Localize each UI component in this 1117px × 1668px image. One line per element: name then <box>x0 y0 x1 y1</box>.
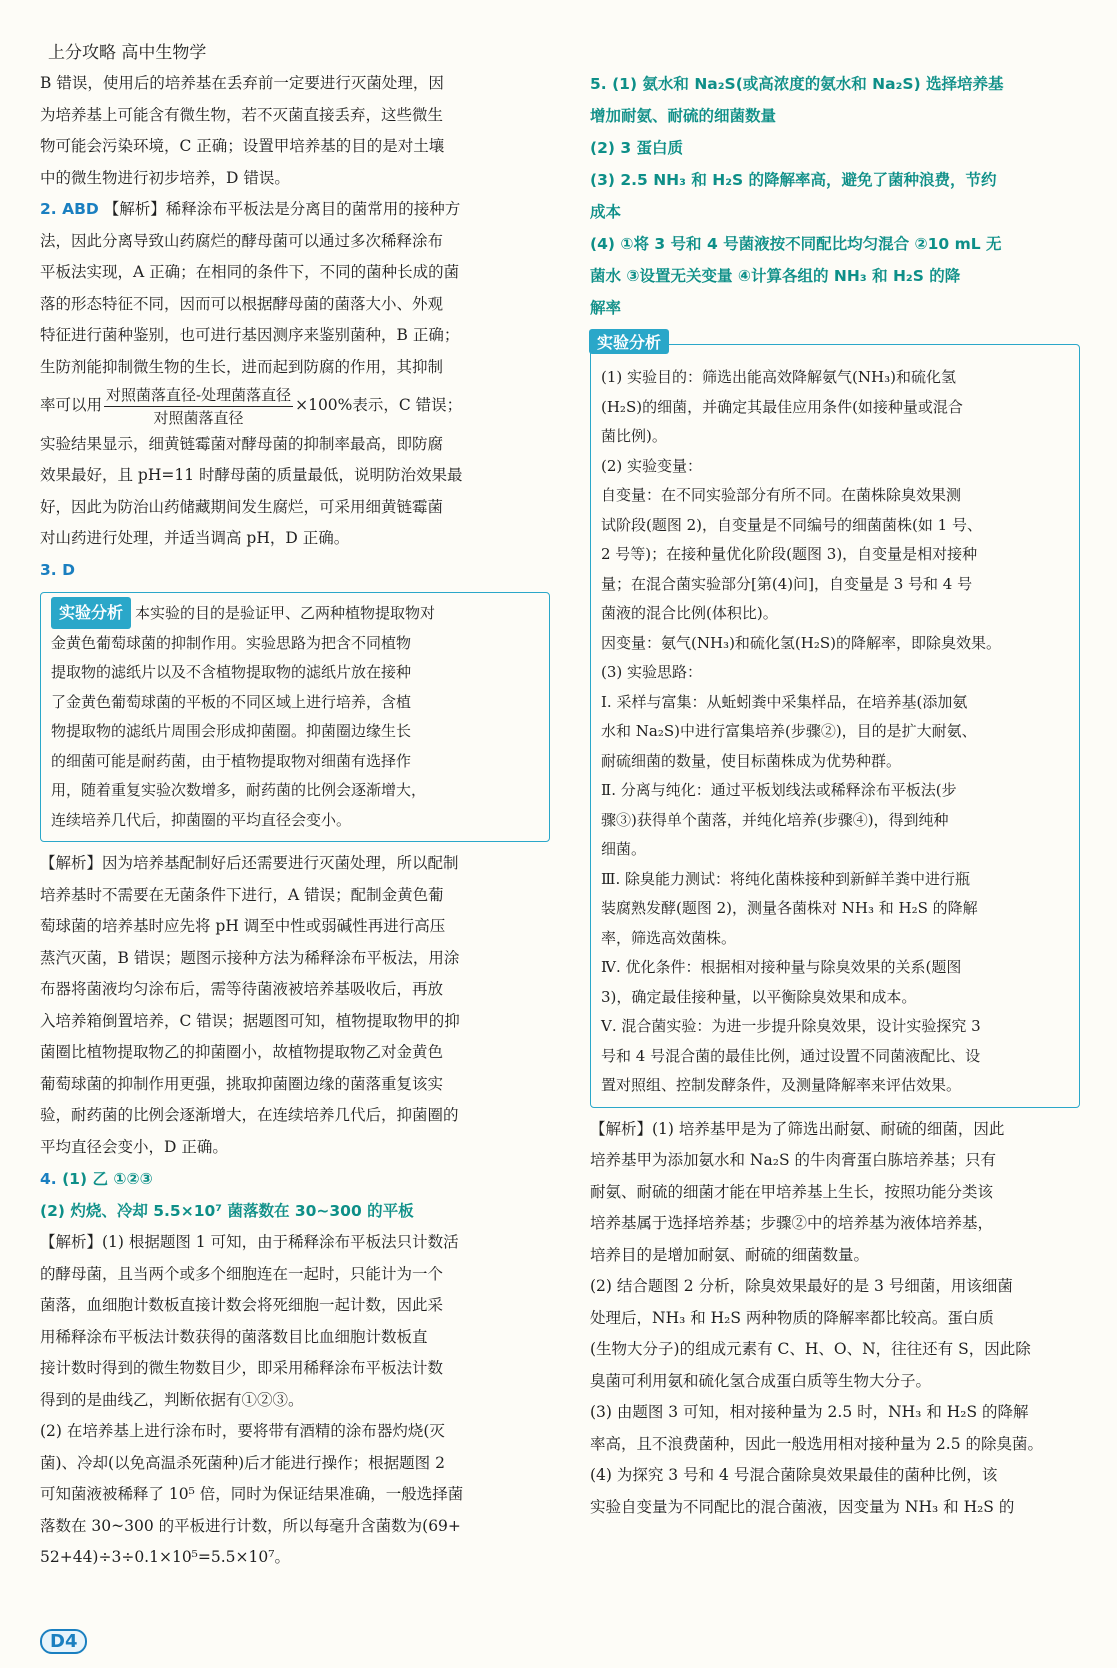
text-line: 骤③)获得单个菌落，并纯化培养(步骤④)，得到纯种 <box>601 810 949 829</box>
text-line: 因变量：氨气(NH₃)和硫化氢(H₂S)的降解率，即除臭效果。 <box>601 633 1001 652</box>
text-line: 52+44)÷3÷0.1×10⁵=5.5×10⁷。 <box>40 1548 290 1566</box>
text-line: 特征进行菌种鉴别，也可进行基因测序来鉴别菌种，B 正确； <box>40 326 460 344</box>
q5-answer-line: 增加耐氨、耐硫的细菌数量 <box>590 107 777 125</box>
text-line: 入培养箱倒置培养，C 错误；据题图可知，植物提取物甲的抑 <box>40 1011 460 1030</box>
fraction-numerator: 对照菌落直径-处理菌落直径 <box>104 384 293 407</box>
text-line: 【解析】(1) 根据题图 1 可知，由于稀释涂布平板法只计数活 <box>40 1233 459 1251</box>
experiment-analysis-box-q5 <box>590 333 1080 1108</box>
q4-answer-1: (1) 乙 ①②③ <box>62 1170 153 1188</box>
text-line: 耐氨、耐硫的细菌才能在甲培养基上生长，按照功能分类该 <box>590 1182 994 1201</box>
inhibition-fraction <box>104 384 293 429</box>
q4-answer-line-1 <box>40 1163 550 1195</box>
text-line: 物提取物的滤纸片周围会形成抑菌圈。抑菌圈边缘生长 <box>51 722 412 740</box>
q5-answer-line: (3) 2.5 NH₃ 和 H₂S 的降解率高，避免了菌种浪费，节约 <box>590 171 997 189</box>
text-line: Ⅰ. 采样与富集：从蚯蚓粪中采集样品，在培养基(添加氨 <box>601 692 968 711</box>
text-line: 的酵母菌，且当两个或多个细胞连在一起时，只能计为一个 <box>40 1264 444 1283</box>
text-line: 效果最好，且 pH=11 时酵母菌的质量最低，说明防治效果最 <box>40 466 463 484</box>
text-line: 为培养基上可能含有微生物，若不灭菌直接丢弃，这些微生 <box>40 105 444 124</box>
text-line: 菌)、冷却(以免高温杀死菌种)后才能进行操作；根据题图 2 <box>40 1453 445 1472</box>
formula-prefix: 率可以用 <box>40 396 103 414</box>
text-line: 菌落，血细胞计数板直接计数会将死细胞一起计数，因此采 <box>40 1296 444 1314</box>
text-line: 葡萄球菌的抑制作用更强，挑取抑菌圈边缘的菌落重复该实 <box>40 1074 444 1093</box>
text-line: 自变量：在不同实验部分有所不同。在菌株除臭效果测 <box>601 486 962 504</box>
text-line: 号和 4 号混合菌的最佳比例，通过设置不同菌液配比、设 <box>601 1046 981 1065</box>
text-line: 【解析】稀释涂布平板法是分离目的菌常用的接种方 <box>103 200 461 218</box>
text-line: 落数在 30~300 的平板进行计数，所以每毫升含菌数为(69+ <box>40 1516 461 1535</box>
text-line: 细菌。 <box>601 840 647 858</box>
text-line: 培养基时不需要在无菌条件下进行，A 错误；配制金黄色葡 <box>40 885 444 904</box>
text-line: (4) 为探究 3 号和 4 号混合菌除臭效果最佳的菌种比例，该 <box>590 1466 998 1484</box>
text-line: 平板法实现，A 正确；在相同的条件下，不同的菌种长成的菌 <box>40 263 460 281</box>
formula-suffix: ×100%表示，C 错误； <box>295 396 463 414</box>
text-line: 装腐熟发酵(题图 2)，测量各菌株对 NH₃ 和 H₂S 的降解 <box>601 899 978 917</box>
q5-answers <box>590 68 1080 324</box>
left-column <box>40 68 550 1574</box>
text-line: (2) 结合题图 2 分析，除臭效果最好的是 3 号细菌，用该细菌 <box>590 1277 1013 1295</box>
q5-analysis <box>590 1114 1080 1524</box>
text-line: 本实验的目的是验证甲、乙两种植物提取物对 <box>135 604 436 622</box>
box-first-line <box>51 597 539 629</box>
q5-answer-line: (2) 3 蛋白质 <box>590 139 684 157</box>
text-line: Ⅲ. 除臭能力测试：将纯化菌株接种到新鲜羊粪中进行瓶 <box>601 869 971 888</box>
text-line: 验，耐药菌的比例会逐渐增大，在连续培养几代后，抑菌圈的 <box>40 1106 459 1124</box>
text-line: 处理后，NH₃ 和 H₂S 两种物质的降解率都比较高。蛋白质 <box>590 1308 994 1327</box>
text-line: 菌液的混合比例(体积比)。 <box>601 604 778 622</box>
q3-answer: 3. D <box>40 560 75 579</box>
fraction-denominator: 对照菌落直径 <box>153 408 244 427</box>
analysis-badge: 实验分析 <box>589 329 669 354</box>
text-line: 臭菌可利用氨和硫化氢合成蛋白质等生物大分子。 <box>590 1371 932 1390</box>
text-line: 好，因此为防治山药储藏期间发生腐烂，可采用细黄链霉菌 <box>40 497 444 516</box>
q1-continuation <box>40 68 550 194</box>
q2-block <box>40 194 550 555</box>
text-line: 率高，且不浪费菌种，因此一般选用相对接种量为 2.5 的除臭菌。 <box>590 1434 1044 1453</box>
text-line: 培养基属于选择培养基；步骤②中的培养基为液体培养基， <box>590 1214 994 1232</box>
q4-answer-2: (2) 灼烧、冷却 5.5×10⁷ 菌落数在 30~300 的平板 <box>40 1202 414 1220</box>
text-line: (2) 实验变量： <box>601 456 703 475</box>
q2-answer: 2. ABD <box>40 200 99 218</box>
page-header: 上分攻略 高中生物学 <box>48 43 207 63</box>
text-line: 试阶段(题图 2)，自变量是不同编号的细菌菌株(如 1 号、 <box>601 515 982 534</box>
text-line: 可知菌液被稀释了 10⁵ 倍，同时为保证结果准确，一般选择菌 <box>40 1485 464 1503</box>
text-line: 对山药进行处理，并适当调高 pH，D 正确。 <box>40 529 350 547</box>
q5-answer-line: 成本 <box>590 203 622 221</box>
text-line: 蒸汽灭菌，B 错误；题图示接种方法为稀释涂布平板法，用涂 <box>40 948 460 967</box>
text-line: 实验自变量为不同配比的混合菌液，因变量为 NH₃ 和 H₂S 的 <box>590 1497 1015 1516</box>
text-line: 用，随着重复实验次数增多，耐药菌的比例会逐渐增大， <box>51 781 427 799</box>
text-line: 法，因此分离导致山药腐烂的酵母菌可以通过多次稀释涂布 <box>40 231 444 250</box>
text-line: 培养目的是增加耐氨、耐硫的细菌数量。 <box>590 1245 870 1264</box>
text-line: (3) 由题图 3 可知，相对接种量为 2.5 时，NH₃ 和 H₂S 的降解 <box>590 1403 1029 1421</box>
text-line: 中的微生物进行初步培养，D 错误。 <box>40 168 290 187</box>
q5-answer-line: 解率 <box>590 299 622 317</box>
text-line: 连续培养几代后，抑菌圈的平均直径会变小。 <box>51 810 352 829</box>
text-line: 接计数时得到的微生物数目少，即采用稀释涂布平板法计数 <box>40 1359 444 1377</box>
text-line: (生物大分子)的组成元素有 C、H、O、N，往往还有 S，因此除 <box>590 1340 1031 1358</box>
q5-answer-line: 菌水 ③设置无关变量 ④计算各组的 NH₃ 和 H₂S 的降 <box>590 267 961 285</box>
text-line: 量；在混合菌实验部分[第(4)问]，自变量是 3 号和 4 号 <box>601 574 973 593</box>
text-line: B 错误，使用后的培养基在丢弃前一定要进行灭菌处理，因 <box>40 74 444 92</box>
text-line: 【解析】因为培养基配制好后还需要进行灭菌处理，所以配制 <box>40 854 459 872</box>
q4-block <box>40 1163 550 1574</box>
text-line: 平均直径会变小，D 正确。 <box>40 1137 228 1156</box>
text-line: 生防剂能抑制微生物的生长，进而起到防腐的作用，其抑制 <box>40 357 444 376</box>
text-line: 萄球菌的培养基时应先将 pH 调至中性或弱碱性再进行高压 <box>40 917 446 935</box>
text-line: 置对照组、控制发酵条件，及测量降解率来评估效果。 <box>601 1076 962 1094</box>
text-line: 菌圈比植物提取物乙的抑菌圈小，故植物提取物乙对金黄色 <box>40 1043 444 1061</box>
text-line: 得到的是曲线乙，判断依据有①②③。 <box>40 1390 304 1409</box>
text-line: Ⅳ. 优化条件：根据相对接种量与除臭效果的关系(题图 <box>601 958 962 976</box>
text-line: 耐硫细菌的数量，使目标菌株成为优势种群。 <box>601 751 902 770</box>
text-line: (H₂S)的细菌，并确定其最佳应用条件(如接种量或混合 <box>601 397 963 416</box>
text-line: 培养基甲为添加氨水和 Na₂S 的牛肉膏蛋白胨培养基；只有 <box>590 1151 996 1169</box>
text-line: 水和 Na₂S)中进行富集培养(步骤②)，目的是扩大耐氨、 <box>601 722 977 740</box>
q5-answer-line: (4) ①将 3 号和 4 号菌液按不同配比均匀混合 ②10 mL 无 <box>590 235 1002 253</box>
text-line: 金黄色葡萄球菌的抑制作用。实验思路为把含不同植物 <box>51 633 412 652</box>
text-line: 率，筛选高效菌株。 <box>601 928 737 947</box>
text-line: 实验结果显示，细黄链霉菌对酵母菌的抑制率最高，即防腐 <box>40 434 444 453</box>
text-line: 菌比例)。 <box>601 427 667 445</box>
text-line: 的细菌可能是耐药菌，由于植物提取物对细菌有选择作 <box>51 751 412 770</box>
page-number: D4 <box>40 1629 87 1654</box>
text-line: 2 号等)；在接种量优化阶段(题图 3)，自变量是相对接种 <box>601 545 978 563</box>
text-line: Ⅴ. 混合菌实验：为进一步提升除臭效果，设计实验探究 3 <box>601 1017 981 1035</box>
experiment-analysis-box <box>40 592 550 842</box>
right-column <box>590 68 1080 1523</box>
text-line: 用稀释涂布平板法计数获得的菌落数目比血细胞计数板直 <box>40 1327 428 1346</box>
q2-first-line <box>40 194 550 226</box>
text-line: (1) 实验目的：筛选出能高效降解氨气(NH₃)和硫化氢 <box>601 368 956 386</box>
text-line: 物可能会污染环境，C 正确；设置甲培养基的目的是对土壤 <box>40 137 445 155</box>
formula-line <box>40 383 550 429</box>
text-line: Ⅱ. 分离与纯化：通过平板划线法或稀释涂布平板法(步 <box>601 781 957 799</box>
text-line: 布器将菌液均匀涂布后，需等待菌液被培养基吸收后，再放 <box>40 980 444 998</box>
text-line: (3) 实验思路： <box>601 663 703 681</box>
q5-answer-line: 5. (1) 氨水和 Na₂S(或高浓度的氨水和 Na₂S) 选择培养基 <box>590 75 1004 93</box>
q3-block <box>40 555 550 1164</box>
text-line: 3)，确定最佳接种量，以平衡除臭效果和成本。 <box>601 987 917 1006</box>
text-line: 【解析】(1) 培养基甲是为了筛选出耐氨、耐硫的细菌，因此 <box>590 1119 1005 1138</box>
q3-answer-line <box>40 555 550 587</box>
analysis-badge: 实验分析 <box>51 597 131 629</box>
text-line: 落的形态特征不同，因而可以根据酵母菌的菌落大小、外观 <box>40 294 444 313</box>
text-line: (2) 在培养基上进行涂布时，要将带有酒精的涂布器灼烧(灭 <box>40 1422 445 1440</box>
q4-number: 4. <box>40 1170 57 1188</box>
text-line: 提取物的滤纸片以及不含植物提取物的滤纸片放在接种 <box>51 663 412 681</box>
text-line: 了金黄色葡萄球菌的平板的不同区域上进行培养，含植 <box>51 692 412 711</box>
